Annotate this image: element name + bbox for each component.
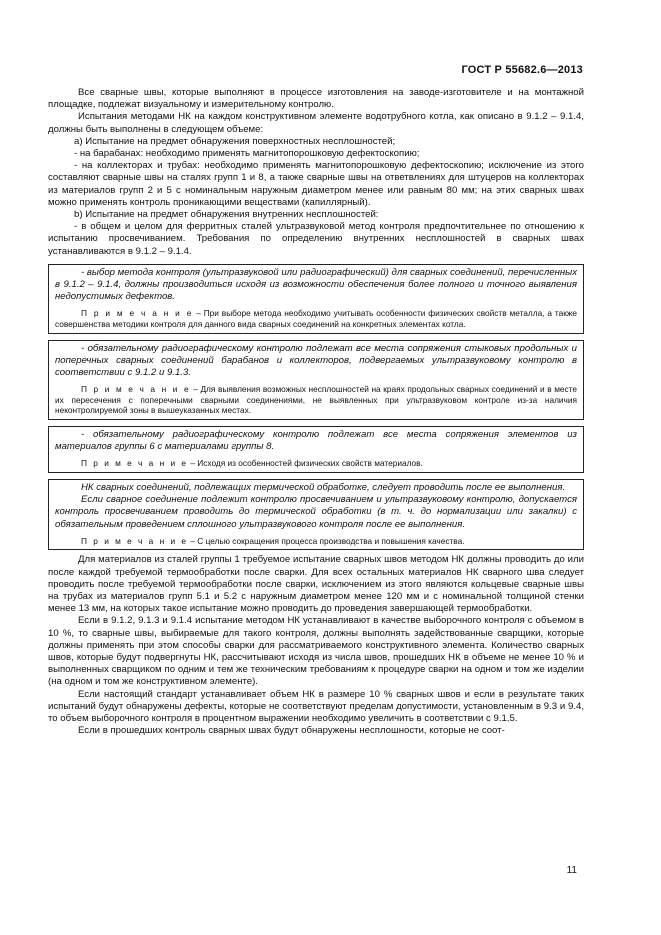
- list-item: - в общем и целом для ферритных сталей ультразвуковой метод контроля предпочтительнее по отношению к испытанию просвечиванием. Требования по определению внутренних несплошностей в сварных швах устанавливаются в 9.1.2 – 9.1.4.: [48, 221, 584, 257]
- paragraph: Если в 9.1.2, 9.1.3 и 9.1.4 испытание методом НК устанавливают в качестве выборочного контроля с объемом в 10 %, то сварные швы, выбираемые для такого контроля, должны выполнять задействованные сварщики, которые должны применять при этом способы сварки для рассматриваемого конструктивного элемента. Количество сварных швов, которые будут подвергнуты НК, рассчитывают исходя из числа швов, прошедших НК в объеме не менее 10 % и выполненных сварщиком по одним и тем же техническим требованиям к процедуре сварки на одном и том же изделии (на одном и том же конструктивном элементе).: [48, 615, 584, 688]
- note-label: П р и м е ч а н и е: [81, 535, 189, 546]
- note: [55, 536, 577, 547]
- boxed-insert: [48, 426, 584, 473]
- insert-text: - обязательному радиографическому контролю подлежат все места сопряжения элементов из материалов группы 6 с материалами группы 8.: [55, 429, 577, 453]
- paragraph: Если настоящий стандарт устанавливает объем НК в размере 10 % сварных швов и если в результате таких испытаний будут обнаружены дефекты, которые не соответствуют пределам допустимости, установленным в 9.3 и 9.4, то объем выборочного контроля в процентном выражении необходимо увеличить в соответствии с 9.1.5.: [48, 688, 584, 725]
- section-a-title: a) Испытание на предмет обнаружения поверхностных несплошностей;: [74, 135, 396, 147]
- insert-text: НК сварных соединений, подлежащих термической обработке, следует проводить после ее выполнения.: [81, 482, 566, 494]
- note: [55, 384, 577, 416]
- boxed-insert: [48, 264, 584, 334]
- note-label: П р и м е ч а н и е: [81, 458, 189, 469]
- doc-code: ГОСТ Р 55682.6—2013: [461, 64, 583, 76]
- note-text: – С целью сокращения процесса производства и повышения качества.: [188, 535, 465, 546]
- boxed-insert: [48, 340, 584, 420]
- insert-text: Если сварное соединение подлежит контролю просвечиванием и ультразвуковому контролю, допускается контроль просвечиванием проводить до термической обработки (в т. ч. до нормализации или закалки) с обязательным проведением сплошного ультразвукового контроля после ее выполнения.: [55, 494, 577, 530]
- insert-text: - обязательному радиографическому контролю подлежат все места сопряжения стыковых продольных и поперечных сварных соединений барабанов и коллекторов, подвергаемых ультразвуковому контролю в соответствии с 9.1.2 и 9.1.3.: [55, 342, 577, 379]
- paragraph: Испытания методами НК на каждом конструктивном элементе водотрубного котла, как описано в 9.1.2 – 9.1.4, должны быть выполнены в следующем объеме:: [48, 111, 584, 135]
- list-item: - на коллекторах и трубах: необходимо применять магнитопорошковую дефектоскопию; исключение из этого составляют сварные швы на сталях групп 1 и 8, а также сварные швы на ответвлениях для штуцеров на коллекторах из материалов групп 2 и 5 с номинальным наружным диаметром менее или равным 80 мм; на этих сварных швах можно применять контроль проникающими веществами (капиллярный).: [48, 160, 584, 208]
- page-content: [48, 87, 584, 737]
- section-b-title: b) Испытание на предмет обнаружения внутренних несплошностей:: [74, 209, 379, 221]
- paragraph: Если в прошедших контроль сварных швах будут обнаружены несплошности, которые не соот-: [78, 725, 505, 737]
- page-number: 11: [566, 865, 577, 876]
- note-label: П р и м е ч а н и е: [81, 384, 191, 395]
- note-text: – При выборе метода необходимо учитывать особенности физических свойств металла, а также совершенства методики контроля для данного вида сварных соединений на конкретных элементах котла.: [55, 308, 577, 330]
- insert-text: - выбор метода контроля (ультразвуковой или радиографический) для сварных соединений, перечисленных в 9.1.2 – 9.1.4, должны производиться исходя из возможности обеспечения более полного и точного выявления недопустимых дефектов.: [55, 266, 577, 303]
- note-text: – Исходя из особенностей физических свойств материалов.: [188, 458, 423, 469]
- list-item: - на барабанах: необходимо применять магнитопорошковую дефектоскопию;: [74, 148, 420, 160]
- note-text: – Для выявления возможных несплошностей на краях продольных сварных соединений и в месте их пересечения с поперечными сварными соединениями, не выявленных при ультразвуковом контроле из-за наличия неконтролируемой зоны в вышеуказанных местах.: [55, 384, 578, 416]
- paragraph: Для материалов из сталей группы 1 требуемое испытание сварных швов методом НК должны проводить до или после каждой требуемой термообработки после сварки. Для всех остальных материалов НК сварного шва следует проводить после требуемой термообработки после сварки, исключением из этого являются кольцевые сварные швы на трубах из материалов групп 5.1 и 5.2 с наружным диаметром менее 120 мм и с номинальной толщиной стенки менее 13 мм, на которых такое испытание можно проводить до проведения завершающей термообработки.: [48, 554, 584, 615]
- note: [55, 308, 577, 329]
- note-label: П р и м е ч а н и е: [81, 308, 194, 319]
- boxed-insert: [48, 479, 584, 550]
- note: [55, 458, 577, 469]
- paragraph: Все сварные швы, которые выполняют в процессе изготовления на заводе-изготовителе и на монтажной площадке, подлежат визуальному и измерительному контролю.: [48, 87, 584, 111]
